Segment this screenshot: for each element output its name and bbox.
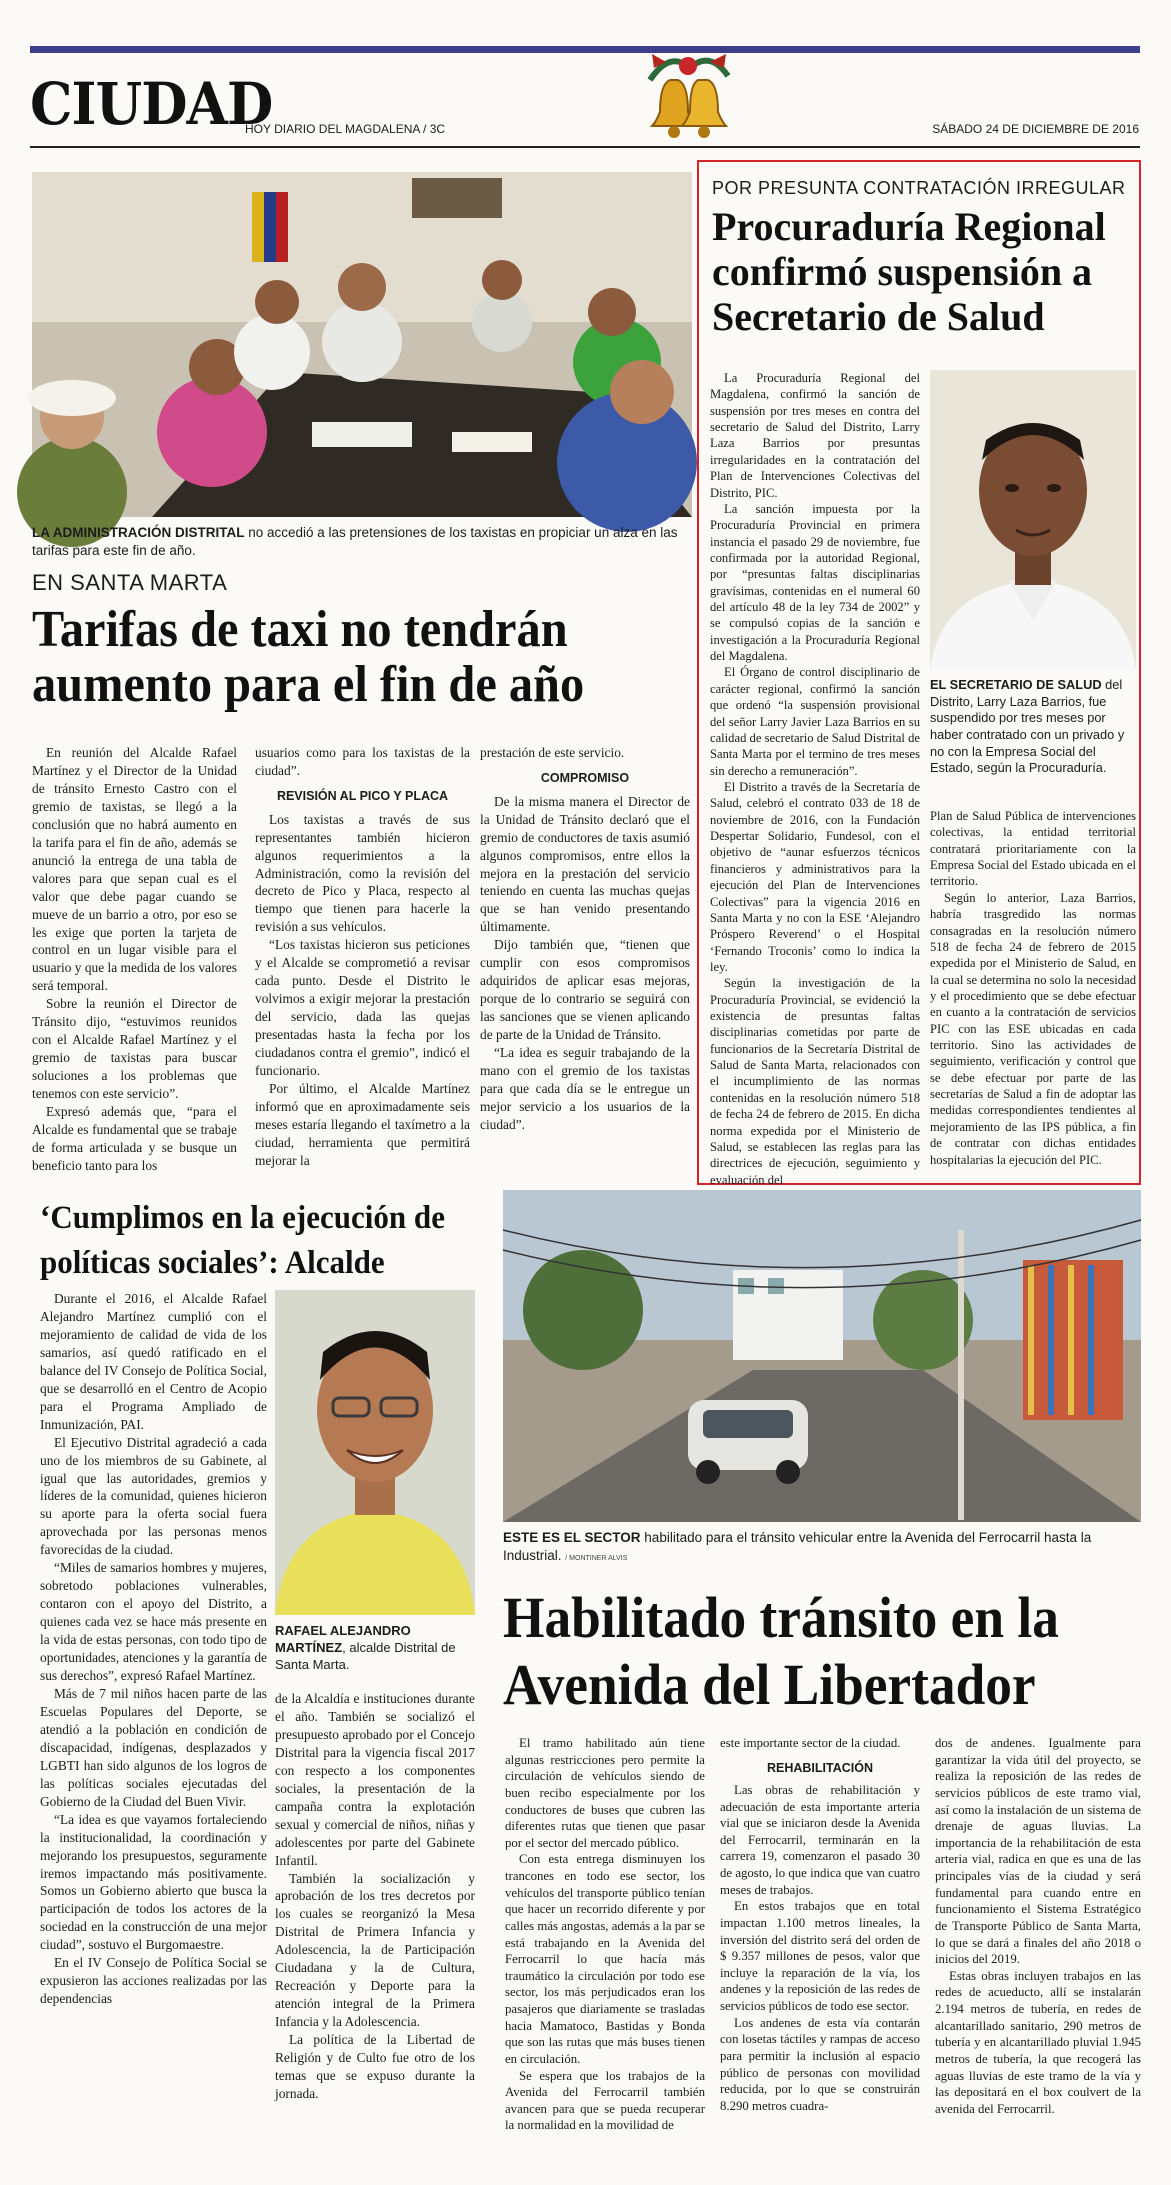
mayor-caption bbox=[275, 1622, 475, 1673]
page-folio: HOY DIARIO DEL MAGDALENA / 3C bbox=[245, 122, 446, 136]
salud-headline: Procuraduría Regional confirmó suspensión a Secretario de Salud bbox=[712, 204, 1106, 339]
caption-text: del Distrito, Larry Laza Barrios, fue suspendido por tres meses por haber contratado con un privado y no con la Empresa Social del Estado, según la Procuraduría. bbox=[930, 677, 1125, 776]
secretary-caption bbox=[930, 677, 1136, 777]
alcalde-column-1 bbox=[40, 1290, 267, 2185]
paragraph: Los taxistas a través de sus representantes también hicieron algunos requerimientos a la Administración, como la revisión del decreto de Pico y Placa, respecto al tiempo que tienen para hacerle la revisión a sus vehículos. bbox=[255, 811, 470, 935]
salud-column-1 bbox=[710, 370, 920, 1187]
caption-text: , alcalde Distrital de Santa Marta. bbox=[275, 1640, 456, 1673]
meeting-photo bbox=[32, 172, 692, 517]
paragraph: Según lo anterior, Laza Barrios, habría trasgredido las normas consagradas en la resolución número 518 de fecha 24 de febrero de 2015 expedida por el Ministerio de Salud, en la cual se determina no solo la necesidad y el procedimiento que se debe efectuar en cuanto a la contratación de servicios PIC con las ESE ubicadas en cada territorio. Sino las actividades de seguimiento, verificación y control que se debe efectuar por parte de las secretarías de Salud a fin de adoptar las medidas correspondientes tendientes al mejoramiento de las IPS pública, a fin de contratar con dichas entidades hospitalarias la ejecución del PIC. bbox=[930, 890, 1136, 1167]
subheading: COMPROMISO bbox=[540, 770, 630, 785]
paragraph: En estos trabajos que en total impactan 1.100 metros lineales, la inversión del distrito será del orden de $ 9.357 millones de pesos, valor que incluye la reparación de la vía, los andenes y la reposición de las redes de servicios públicos de todo ese sector. bbox=[720, 1899, 920, 2013]
subheading: REHABILITACIÓN bbox=[766, 1760, 873, 1775]
christmas-bells-icon bbox=[630, 40, 745, 155]
paragraph: Durante el 2016, el Alcalde Rafael Alejandro Martínez cumplió con el mejoramiento de calidad de vida de los samarios, así quedó ratificado en el balance del IV Consejo de Política Social, que se desarrolló en el Centro de Acopio para el Programa Ampliado de Inmunización, PAI. bbox=[40, 1291, 267, 1432]
paragraph: prestación de este servicio. bbox=[480, 745, 625, 760]
taxi-column-3 bbox=[480, 744, 690, 1164]
alcalde-headline: ‘Cumplimos en la ejecución de políticas sociales’: Alcalde bbox=[40, 1200, 445, 1281]
paragraph: En el IV Consejo de Política Social se expusieron las acciones realizadas por las dependencias bbox=[40, 1955, 267, 2007]
paragraph: Expresó además que, “para el Alcalde es fundamental que se trabaje de forma articulada y se busque un beneficio tanto para los bbox=[32, 1104, 237, 1173]
paragraph: El Distrito a través de la Secretaría de Salud, celebró el contrato 033 de 18 de noviembre de 2016, con la Fundación Despertar Solidario, Fundesol, con el objetivo de “aunar esfuerzos técnicos financieros y administrativos para la ejecución del Plan de Intervenciones Colectivas” para la vigencia 2016 en Santa Marta y no con la ESE ‘Alejandro Próspero Reverend’ o el Hospital ‘Fernando Troconis’ como lo indica la ley. bbox=[710, 779, 920, 974]
libertador-headline: Habilitado tránsito en la Avenida del Libertador bbox=[503, 1585, 1059, 1717]
paragraph: Sobre la reunión el Director de Tránsito dijo, “estuvimos reunidos con el Alcalde Rafael Martínez y el gremio de taxistas para buscar soluciones a los problemas que tenemos con este servicio”. bbox=[32, 996, 237, 1102]
photo-credit: / MONTINER ALVIS bbox=[565, 1554, 628, 1562]
avenue-photo bbox=[503, 1190, 1141, 1522]
paragraph: Más de 7 mil niños hacen parte de las Escuelas Populares del Deporte, se atendió a la población en condición de discapacidad, indígenas, desplazados y LGBTI han sido algunos de los logros de las políticas sociales ejecutadas del Gobierno de la Ciudad del Buen Vivir. bbox=[40, 1685, 267, 1809]
subheading: REVISIÓN AL PICO Y PLACA bbox=[276, 788, 449, 803]
paragraph: Según la investigación de la Procuraduría Provincial, se evidenció la existencia de presuntas faltas disciplinarias cometidas por parte de funcionarios de la Secretaría Distrital de Salud de Santa Marta, relacionados con el incumplimiento de las normas contenidas en la resolución número 518 de fecha 24 de febrero de 2015. En dicha norma expedida por el Ministerio de Salud, se establecen las reglas para las directrices de ejecución, seguimiento y evaluación del bbox=[710, 976, 920, 1187]
section-title: CIUDAD bbox=[30, 70, 273, 138]
issue-date: SÁBADO 24 DE DICIEMBRE DE 2016 bbox=[932, 122, 1139, 136]
secretary-portrait bbox=[930, 370, 1136, 670]
salud-kicker: POR PRESUNTA CONTRATACIÓN IRREGULAR bbox=[712, 178, 1126, 198]
paragraph: La Procuraduría Regional del Magdalena, confirmó la sanción de suspensión por tres meses en contra del secretario de Salud del Distrito, Larry Laza Barrios por presuntas irregularidades en la contratación del Plan de Intervenciones Colectivas del Distrito, PIC. bbox=[710, 371, 920, 500]
paragraph: Los andenes de esta vía contarán con losetas táctiles y rampas de acceso para permitir la inclusión al espacio público de personas con movilidad reducida, por lo que se construirán 8.290 metros cuadra- bbox=[720, 2015, 920, 2113]
salud-column-2 bbox=[930, 808, 1136, 1178]
paragraph: Se espera que los trabajos de la Avenida del Ferrocarril también avancen para que se pueda recuperar la normalidad en la movilidad de bbox=[505, 2068, 705, 2133]
paragraph: De la misma manera el Director de la Unidad de Tránsito declaró que el gremio de conductores de taxis asumió algunos compromisos, entre ellos la mejora en la prestación del servicio teniendo en cuenta las muchas quejas que se han venido presentando últimamente. bbox=[480, 793, 690, 935]
avenue-photo-caption bbox=[503, 1529, 1141, 1565]
paragraph: Las obras de rehabilitación y adecuación de esta importante arteria vial que se iniciaron desde la Avenida del Ferrocarril, terminarán en la carrera 19, comenzaron el pasado 30 de agosto, lo que indica que van cuatro meses de trabajos. bbox=[720, 1782, 920, 1897]
taxi-column-2 bbox=[255, 744, 470, 1168]
taxi-column-1 bbox=[32, 744, 237, 1173]
taxi-headline: Tarifas de taxi no tendrán aumento para el fin de año bbox=[32, 601, 585, 713]
caption-text: no accedió a las pretensiones de los taxistas en propiciar un alza en las tarifas para este fin de año. bbox=[32, 525, 678, 558]
paragraph: Dijo también que, “tienen que cumplir con esos compromisos adquiridos de aplicar esas mejoras, porque de lo contrario se seguirá con las sanciones que se vienen aplicando de parte de la Unidad de Tránsito. bbox=[480, 937, 690, 1043]
caption-lead: ESTE ES EL SECTOR bbox=[503, 1530, 641, 1545]
paragraph: En reunión del Alcalde Rafael Martínez y el Director de la Unidad de tránsito Ernesto Castro con el gremio de taxistas, se llegó a la conclusión que no habrá aumento en la tarifa para el fin de año, además se anunció la entrega de una tabla de valores para que sepan cual es el valor que debe pagar cuando se mueve de un barrio a otro, por eso se les exige que porten la tarjeta de control en un lugar visible para el usuario y que la medida de los valores será temporal. bbox=[32, 745, 237, 994]
paragraph: “La idea es que vayamos fortaleciendo la institucionalidad, la coordinación y mejorando los presupuestos, seguramente iremos impactando más positivamente. Somos un Gobierno abierto que busca la participación de todos los actores de la sociedad en la construcción de una mejor ciudad”, sostuvo el Burgomaestre. bbox=[40, 1811, 267, 1953]
paragraph: La política de la Libertad de Religión y de Culto fue otro de los temas que se expuso durante la jornada. bbox=[275, 2032, 475, 2101]
alcalde-column-2 bbox=[275, 1690, 475, 2185]
header-rule bbox=[30, 146, 1140, 148]
paragraph: Estas obras incluyen trabajos en las redes de acueducto, allí se instalarán 2.194 metros de tubería, en redes de alcantarillado sanitario, 290 metros de tubería y en alcantarillado pluvial 1.945 metros de tubería, la que recogerá las aguas lluvias de este tramo de la vía y las depositará en el box coulvert de la avenida del Ferrocarril. bbox=[935, 1968, 1141, 2116]
paragraph: Por último, el Alcalde Martínez informó que en aproximadamente seis meses estaría llegando el taxímetro a la ciudad, herramienta que permitirá mejorar la bbox=[255, 1080, 470, 1168]
mayor-portrait bbox=[275, 1290, 475, 1615]
paragraph: El Ejecutivo Distrital agradeció a cada uno de los miembros de su Gabinete, al igual que las autoridades, gremios y líderes de la comunidad, quienes hicieron su aporte para la oferta social fuera aprovechada por las personas menos favorecidas de la ciudad. bbox=[40, 1434, 267, 1558]
libertador-column-1 bbox=[505, 1735, 705, 2185]
caption-lead: LA ADMINISTRACIÓN DISTRITAL bbox=[32, 525, 245, 540]
paragraph: este importante sector de la ciudad. bbox=[720, 1736, 901, 1750]
taxi-kicker: EN SANTA MARTA bbox=[32, 570, 228, 595]
paragraph: También la socialización y aprobación de los tres decretos por los cuales se reorganizó la Mesa Distrital de Primera Infancia y Adolescencia, la de Participación Ciudadana y la de Cultura, Recreación y Deporte para la atención integral de la Primera Infancia y la Adolescencia. bbox=[275, 1870, 475, 2030]
paragraph: El Órgano de control disciplinario de carácter regional, confirmó la sanción que ordenó “la suspensión provisional del señor Larry Javier Laza Barrios en su calidad de secretario de Salud Distrital de Santa Marta por el termino de tres meses sin derecho a remuneración”. bbox=[710, 665, 920, 778]
paragraph: “Miles de samarios hombres y mujeres, sobretodo poblaciones vulnerables, contaron con el apoyo del Distrito, a quienes cada vez se hace más presente en la vida de estas personas, con todo tipo de oportunidades, atenciones y la garantía de sus derechos”, expresó Rafael Martínez. bbox=[40, 1560, 267, 1684]
paragraph: usuarios como para los taxistas de la ciudad”. bbox=[255, 745, 470, 778]
paragraph: La sanción impuesta por la Procuraduría Provincial en primera instancia el pasado 29 de noviembre, fue confirmada por la autoridad Regional, por “presuntas faltas disciplinarias gravísimas, contenidas en el numeral 60 del artículo 48 de la ley 734 de 2002” y se compulsó copias de la sanción e investigación a la Procuraduría Regional del Magdalena. bbox=[710, 501, 920, 664]
paragraph: dos de andenes. Igualmente para garantizar la vida útil del proyecto, se realiza la reposición de las redes de servicios públicos de este tramo vial, así como la instalación de un sistema de drenaje de aguas lluvias. La importancia de la rehabilitación de esta arteria vial, radica en que es una de las principales vías de la ciudad y será fundamental para cuando entre en funcionamiento el Sistema Estratégico de Transporte Público de Santa Marta, lo que se dará a finales del año 2018 o inicios del 2019. bbox=[935, 1736, 1141, 1967]
caption-text: habilitado para el tránsito vehicular entre la Avenida del Ferrocarril hasta la Industrial. bbox=[503, 1530, 1092, 1563]
top-rule bbox=[30, 46, 1140, 53]
paragraph: de la Alcaldía e instituciones durante el año. También se socializó el presupuesto aprobado por el Concejo Distrital para la vigencia fiscal 2017 con respecto a los componentes sociales, la presentación de la campaña contra la explotación sexual y comercial de niños, niñas y adolescentes por parte del Gabinete Infantil. bbox=[275, 1691, 475, 1868]
paragraph: “Los taxistas hicieron sus peticiones y el Alcalde se comprometió a revisar cada punto. Desde el Distrito le volvimos a exigir mejorar la prestación del servicio, dada las quejas presentadas hasta la fecha por los ciudadanos contra el gremio”, indicó el funcionario. bbox=[255, 937, 470, 1078]
paragraph: Plan de Salud Pública de intervenciones colectivas, la entidad territorial contratará prioritariamente con la Empresa Social del Estado ubicada en el territorio. bbox=[930, 809, 1136, 889]
caption-lead: EL SECRETARIO DE SALUD bbox=[930, 677, 1102, 692]
caption-lead: RAFAEL ALEJANDRO MARTÍNEZ bbox=[275, 1623, 411, 1656]
libertador-column-3 bbox=[935, 1735, 1141, 2185]
meeting-photo-caption bbox=[32, 524, 692, 560]
paragraph: El tramo habilitado aún tiene algunas restricciones pero permite la circulación de vehículos siendo de buen recibo especialmente por los conductores de buses que cubren las diferentes rutas que tienen que pasar por el sector del mercado público. bbox=[505, 1736, 705, 1850]
paragraph: “La idea es seguir trabajando de la mano con el gremio de los taxistas para que cada día se le entregue un mejor servicio a los usuarios de la ciudad”. bbox=[480, 1045, 690, 1132]
libertador-column-2 bbox=[720, 1735, 920, 2185]
paragraph: Con esta entrega disminuyen los trancones en todo ese sector, los vehículos del transporte público tenían que hacer un recorrido diferente y por calles más angostas, además a la par se está trabajando en la Avenida del Ferrocarril lo que hacía más traumático la circulación por todo ese sector, los más perjudicados eran los pasajeros que diariamente se trasladas hacia Mamatoco, Bastidas y Bonda que son las rutas que más buses tienen en circulación. bbox=[505, 1852, 705, 2066]
